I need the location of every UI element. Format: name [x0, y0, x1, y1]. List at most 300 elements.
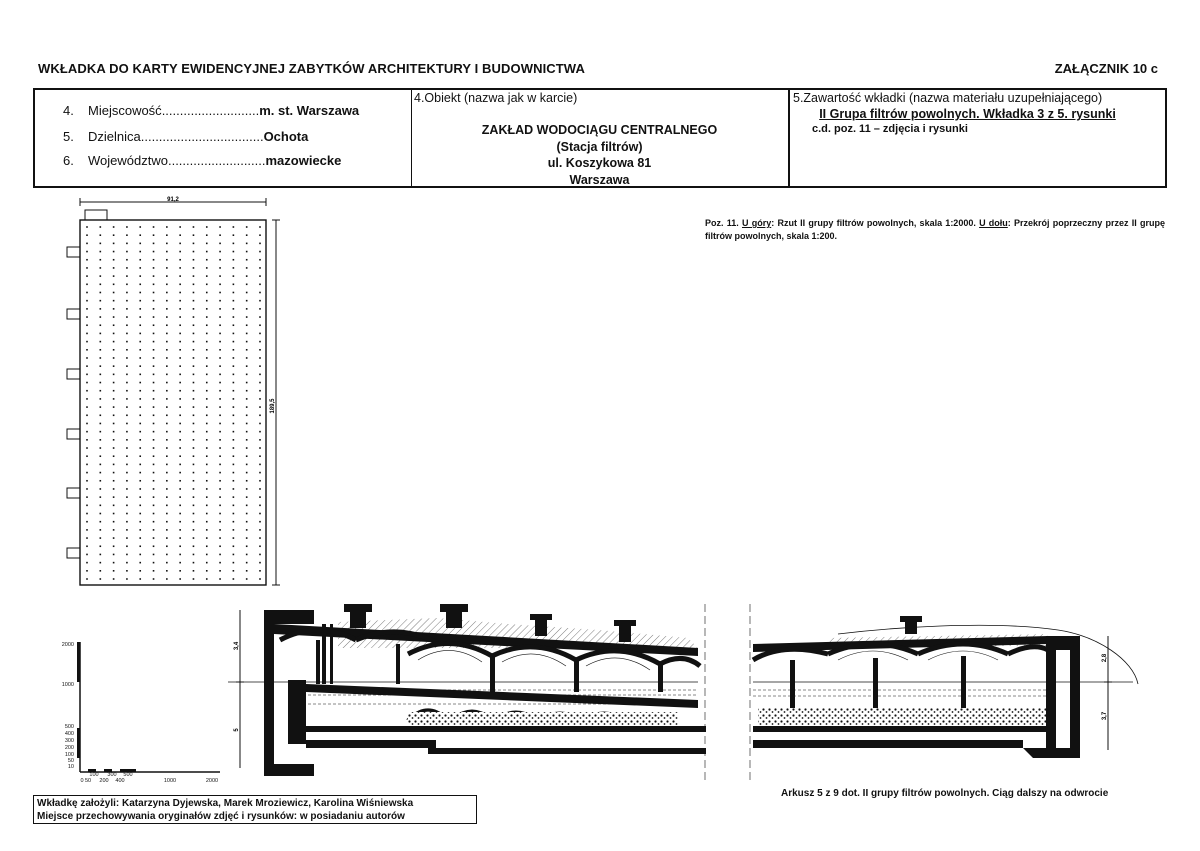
plan-column-dot	[259, 251, 261, 253]
plan-column-dot	[206, 480, 208, 482]
plan-column-dot	[246, 480, 248, 482]
plan-column-dot	[219, 545, 221, 547]
plan-column-dot	[86, 414, 88, 416]
filter-plan-drawing	[55, 196, 295, 596]
scale-y-label: 1000	[61, 682, 74, 688]
section-dimension: 5	[234, 728, 240, 732]
plan-column-dot	[179, 324, 181, 326]
plan-column-dot	[166, 431, 168, 433]
scale-x-label: 0	[80, 778, 84, 784]
plan-column-dot	[166, 545, 168, 547]
plan-column-dot	[206, 341, 208, 343]
plan-column-dot	[113, 562, 115, 564]
plan-column-dot	[86, 505, 88, 507]
plan-column-dot	[219, 390, 221, 392]
plan-column-dot	[100, 406, 102, 408]
plan-column-dot	[100, 292, 102, 294]
plan-column-dot	[246, 414, 248, 416]
plan-column-dot	[219, 398, 221, 400]
plan-column-dot	[179, 267, 181, 269]
scale-x-label: 2000	[205, 778, 219, 784]
plan-column-dot	[246, 554, 248, 556]
plan-column-dot	[139, 529, 141, 531]
plan-column-dot	[166, 333, 168, 335]
plan-column-dot	[193, 349, 195, 351]
plan-column-dot	[126, 521, 128, 523]
plan-column-dot	[259, 521, 261, 523]
plan-column-dot	[166, 226, 168, 228]
plan-column-dot	[153, 251, 155, 253]
plan-column-dot	[100, 275, 102, 277]
plan-column-dot	[86, 431, 88, 433]
plan-column-dot	[206, 505, 208, 507]
plan-column-dot	[166, 390, 168, 392]
plan-column-dot	[166, 439, 168, 441]
plan-column-dot	[179, 292, 181, 294]
plan-column-dot	[86, 275, 88, 277]
plan-column-dot	[166, 234, 168, 236]
plan-column-dot	[259, 406, 261, 408]
plan-column-dot	[86, 382, 88, 384]
plan-column-dot	[126, 324, 128, 326]
plan-column-dot	[113, 267, 115, 269]
plan-column-dot	[86, 259, 88, 261]
plan-column-dot	[233, 562, 235, 564]
plan-column-dot	[193, 251, 195, 253]
plan-column-dot	[219, 488, 221, 490]
plan-column-dot	[139, 455, 141, 457]
plan-column-dot	[86, 300, 88, 302]
plan-column-dot	[193, 529, 195, 531]
plan-column-dot	[219, 259, 221, 261]
plan-column-dot	[113, 292, 115, 294]
plan-column-dot	[246, 447, 248, 449]
caption-prefix: Poz. 11.	[705, 218, 739, 228]
plan-column-dot	[179, 439, 181, 441]
object-city: Warszawa	[569, 173, 630, 187]
plan-column-dot	[219, 406, 221, 408]
plan-column-dot	[153, 324, 155, 326]
plan-column-dot	[139, 537, 141, 539]
plan-column-dot	[179, 390, 181, 392]
plan-side-chamber	[67, 488, 80, 498]
plan-column-dot	[86, 308, 88, 310]
plan-column-dot	[166, 267, 168, 269]
plan-column-dot	[219, 382, 221, 384]
plan-column-dot	[206, 398, 208, 400]
plan-column-dot	[206, 406, 208, 408]
plan-column-dot	[153, 545, 155, 547]
plan-column-dot	[86, 513, 88, 515]
plan-column-dot	[166, 300, 168, 302]
plan-column-dot	[193, 316, 195, 318]
row-value: Ochota	[263, 129, 309, 144]
plan-column-dot	[100, 505, 102, 507]
plan-column-dot	[233, 349, 235, 351]
scale-x-label: 400	[115, 778, 125, 784]
plan-column-dot	[153, 308, 155, 310]
plan-column-dot	[153, 513, 155, 515]
plan-column-dot	[126, 570, 128, 572]
plan-column-dot	[206, 324, 208, 326]
row-number: 4.	[63, 103, 74, 118]
plan-column-dot	[153, 243, 155, 245]
plan-column-dot	[100, 423, 102, 425]
plan-column-dot	[153, 316, 155, 318]
plan-column-dot	[126, 537, 128, 539]
plan-column-dot	[193, 414, 195, 416]
plan-column-dot	[193, 570, 195, 572]
plan-column-dot	[193, 537, 195, 539]
plan-column-dot	[206, 390, 208, 392]
row-label: Miejscowość	[88, 103, 162, 118]
plan-column-dot	[246, 349, 248, 351]
plan-column-dot	[139, 324, 141, 326]
plan-column-dot	[86, 357, 88, 359]
plan-column-dot	[206, 570, 208, 572]
plan-height-dimension: 189,5	[270, 398, 276, 414]
plan-column-dot	[139, 496, 141, 498]
plan-column-dot	[113, 382, 115, 384]
plan-column-dot	[113, 316, 115, 318]
row-label: Dzielnica	[88, 129, 141, 144]
plan-column-dot	[113, 570, 115, 572]
plan-column-dot	[126, 226, 128, 228]
plan-column-dot	[193, 431, 195, 433]
plan-column-dot	[219, 275, 221, 277]
scale-x-label: 200	[99, 778, 109, 784]
plan-column-dot	[100, 447, 102, 449]
plan-column-dot	[86, 398, 88, 400]
plan-column-dot	[179, 275, 181, 277]
plan-column-dot	[153, 570, 155, 572]
plan-column-dot	[139, 267, 141, 269]
plan-column-dot	[193, 464, 195, 466]
plan-column-dot	[100, 324, 102, 326]
plan-column-dot	[259, 505, 261, 507]
plan-column-dot	[139, 226, 141, 228]
plan-column-dot	[113, 243, 115, 245]
plan-column-dot	[153, 480, 155, 482]
plan-column-dot	[233, 537, 235, 539]
plan-column-dot	[219, 480, 221, 482]
plan-column-dot	[139, 562, 141, 564]
plan-column-dot	[219, 357, 221, 359]
plan-column-dot	[179, 300, 181, 302]
plan-column-dot	[126, 284, 128, 286]
plan-column-dot	[219, 521, 221, 523]
plan-column-dot	[86, 324, 88, 326]
plan-column-dot	[259, 333, 261, 335]
plan-column-dot	[246, 374, 248, 376]
plan-column-dot	[86, 472, 88, 474]
plan-column-dot	[233, 398, 235, 400]
plan-column-dot	[166, 349, 168, 351]
plan-column-dot	[179, 333, 181, 335]
plan-column-dot	[246, 505, 248, 507]
plan-column-dot	[113, 349, 115, 351]
plan-column-dot	[233, 545, 235, 547]
plan-column-dot	[126, 423, 128, 425]
plan-column-dot	[233, 488, 235, 490]
plan-column-dot	[113, 521, 115, 523]
plan-column-dot	[219, 226, 221, 228]
plan-column-dot	[126, 488, 128, 490]
plan-column-dot	[86, 447, 88, 449]
plan-column-dot	[139, 521, 141, 523]
plan-column-dot	[86, 365, 88, 367]
plan-column-dot	[153, 341, 155, 343]
plan-column-dot	[126, 243, 128, 245]
plan-column-dot	[86, 374, 88, 376]
plan-column-dot	[193, 480, 195, 482]
plan-column-dot	[219, 505, 221, 507]
plan-column-dot	[100, 521, 102, 523]
plan-column-dot	[246, 545, 248, 547]
plan-column-dot	[86, 529, 88, 531]
row-dots: ...........................	[161, 103, 260, 118]
plan-column-dot	[153, 431, 155, 433]
plan-column-dot	[126, 341, 128, 343]
plan-column-dot	[139, 243, 141, 245]
plan-column-dot	[86, 316, 88, 318]
plan-column-dot	[259, 234, 261, 236]
plan-column-dot	[193, 300, 195, 302]
plan-column-dot	[193, 545, 195, 547]
plan-column-dot	[153, 390, 155, 392]
plan-column-dot	[246, 267, 248, 269]
location-row-voivodeship	[63, 153, 341, 168]
plan-column-dot	[233, 357, 235, 359]
plan-column-dot	[246, 439, 248, 441]
plan-column-dot	[259, 480, 261, 482]
plan-column-dot	[153, 455, 155, 457]
plan-column-dot	[246, 423, 248, 425]
plan-column-dot	[179, 234, 181, 236]
plan-column-dot	[206, 529, 208, 531]
plan-column-dot	[179, 545, 181, 547]
plan-column-dot	[139, 464, 141, 466]
plan-column-dot	[206, 447, 208, 449]
plan-side-chamber	[67, 369, 80, 379]
plan-column-dot	[233, 529, 235, 531]
plan-column-dot	[246, 529, 248, 531]
row-dots: ...........................	[167, 153, 266, 168]
plan-column-dot	[153, 423, 155, 425]
plan-column-dot	[259, 382, 261, 384]
plan-column-dot	[193, 439, 195, 441]
plan-column-dot	[219, 308, 221, 310]
plan-column-dot	[233, 275, 235, 277]
plan-column-dot	[113, 554, 115, 556]
plan-column-dot	[233, 267, 235, 269]
plan-column-dot	[246, 341, 248, 343]
figure-caption	[705, 217, 1165, 242]
plan-column-dot	[246, 537, 248, 539]
plan-column-dot	[179, 357, 181, 359]
plan-column-dot	[219, 292, 221, 294]
plan-column-dot	[259, 545, 261, 547]
plan-column-dot	[86, 423, 88, 425]
plan-column-dot	[86, 349, 88, 351]
plan-column-dot	[206, 284, 208, 286]
plan-column-dot	[193, 472, 195, 474]
plan-column-dot	[139, 292, 141, 294]
caption-top-text: : Rzut II grupy filtrów powolnych, skala 1:2000.	[771, 218, 976, 228]
plan-column-dot	[166, 496, 168, 498]
plan-column-dot	[219, 439, 221, 441]
plan-column-dot	[139, 545, 141, 547]
plan-column-dot	[179, 308, 181, 310]
plan-column-dot	[100, 251, 102, 253]
plan-column-dot	[139, 316, 141, 318]
plan-column-dot	[166, 341, 168, 343]
plan-column-dot	[233, 447, 235, 449]
plan-column-dot	[259, 267, 261, 269]
plan-column-dot	[166, 570, 168, 572]
plan-column-dot	[153, 439, 155, 441]
plan-column-dot	[246, 226, 248, 228]
plan-column-dot	[179, 521, 181, 523]
plan-column-dot	[179, 480, 181, 482]
plan-column-dot	[233, 578, 235, 580]
plan-column-dot	[206, 243, 208, 245]
plan-column-dot	[233, 382, 235, 384]
plan-column-dot	[259, 226, 261, 228]
plan-column-dot	[219, 529, 221, 531]
cross-section-drawing	[228, 600, 1168, 782]
plan-column-dot	[139, 333, 141, 335]
plan-column-dot	[139, 472, 141, 474]
plan-column-dot	[259, 259, 261, 261]
plan-column-dot	[246, 562, 248, 564]
plan-column-dot	[219, 537, 221, 539]
plan-column-dot	[139, 423, 141, 425]
plan-column-dot	[139, 439, 141, 441]
plan-column-dot	[100, 545, 102, 547]
plan-column-dot	[100, 414, 102, 416]
plan-side-chamber	[67, 429, 80, 439]
plan-column-dot	[246, 431, 248, 433]
plan-column-dot	[193, 374, 195, 376]
plan-column-dot	[193, 423, 195, 425]
plan-column-dot	[113, 390, 115, 392]
plan-column-dot	[100, 243, 102, 245]
plan-column-dot	[100, 341, 102, 343]
plan-column-dot	[166, 505, 168, 507]
plan-column-dot	[86, 406, 88, 408]
plan-column-dot	[259, 349, 261, 351]
plan-column-dot	[113, 284, 115, 286]
plan-column-dot	[126, 349, 128, 351]
plan-column-dot	[206, 537, 208, 539]
plan-column-dot	[206, 267, 208, 269]
plan-column-dot	[259, 423, 261, 425]
row-dots: ..................................	[140, 129, 264, 144]
plan-column-dot	[259, 414, 261, 416]
plan-column-dot	[86, 390, 88, 392]
plan-column-dot	[206, 333, 208, 335]
plan-side-chamber	[67, 247, 80, 257]
contents-column	[790, 90, 1165, 186]
section-dimension: 2,8	[1102, 653, 1108, 663]
plan-column-dot	[233, 554, 235, 556]
plan-column-dot	[193, 284, 195, 286]
plan-column-dot	[153, 259, 155, 261]
plan-column-dot	[193, 398, 195, 400]
plan-column-dot	[246, 472, 248, 474]
plan-column-grid	[86, 226, 261, 580]
plan-column-dot	[139, 251, 141, 253]
plan-column-dot	[153, 234, 155, 236]
plan-column-dot	[100, 308, 102, 310]
plan-column-dot	[206, 349, 208, 351]
plan-column-dot	[139, 390, 141, 392]
plan-column-dot	[100, 439, 102, 441]
plan-column-dot	[193, 447, 195, 449]
plan-column-dot	[206, 472, 208, 474]
plan-column-dot	[166, 562, 168, 564]
plan-column-dot	[206, 554, 208, 556]
plan-column-dot	[126, 431, 128, 433]
plan-column-dot	[113, 480, 115, 482]
plan-column-dot	[113, 529, 115, 531]
plan-column-dot	[100, 529, 102, 531]
plan-column-dot	[86, 292, 88, 294]
plan-column-dot	[139, 374, 141, 376]
plan-column-dot	[153, 406, 155, 408]
plan-column-dot	[139, 365, 141, 367]
plan-column-dot	[153, 382, 155, 384]
plan-column-dot	[233, 251, 235, 253]
plan-column-dot	[206, 251, 208, 253]
plan-column-dot	[113, 333, 115, 335]
plan-column-dot	[139, 554, 141, 556]
plan-column-dot	[166, 554, 168, 556]
plan-column-dot	[259, 496, 261, 498]
contents-cd: c.d. poz. 11 – zdjęcia i rysunki	[812, 123, 968, 135]
plan-column-dot	[246, 521, 248, 523]
plan-column-dot	[113, 308, 115, 310]
plan-column-dot	[86, 455, 88, 457]
plan-column-dot	[246, 488, 248, 490]
plan-column-dot	[179, 243, 181, 245]
plan-column-dot	[139, 570, 141, 572]
scale-x-label: 100	[89, 772, 99, 778]
plan-column-dot	[246, 398, 248, 400]
plan-column-dot	[246, 464, 248, 466]
plan-column-dot	[259, 284, 261, 286]
plan-column-dot	[179, 284, 181, 286]
plan-column-dot	[259, 513, 261, 515]
plan-column-dot	[179, 496, 181, 498]
plan-column-dot	[166, 513, 168, 515]
row-value: mazowiecke	[265, 153, 342, 168]
plan-column-dot	[100, 554, 102, 556]
plan-column-dot	[179, 414, 181, 416]
sheet-note: Arkusz 5 z 9 dot. II grupy filtrów powolnych. Ciąg dalszy na odwrocie	[781, 788, 1109, 799]
plan-column-dot	[179, 406, 181, 408]
plan-column-dot	[259, 455, 261, 457]
plan-column-dot	[206, 455, 208, 457]
plan-column-dot	[233, 505, 235, 507]
plan-column-dot	[86, 545, 88, 547]
plan-column-dot	[233, 284, 235, 286]
plan-column-dot	[166, 406, 168, 408]
plan-column-dot	[166, 488, 168, 490]
plan-column-dot	[206, 357, 208, 359]
plan-column-dot	[153, 267, 155, 269]
